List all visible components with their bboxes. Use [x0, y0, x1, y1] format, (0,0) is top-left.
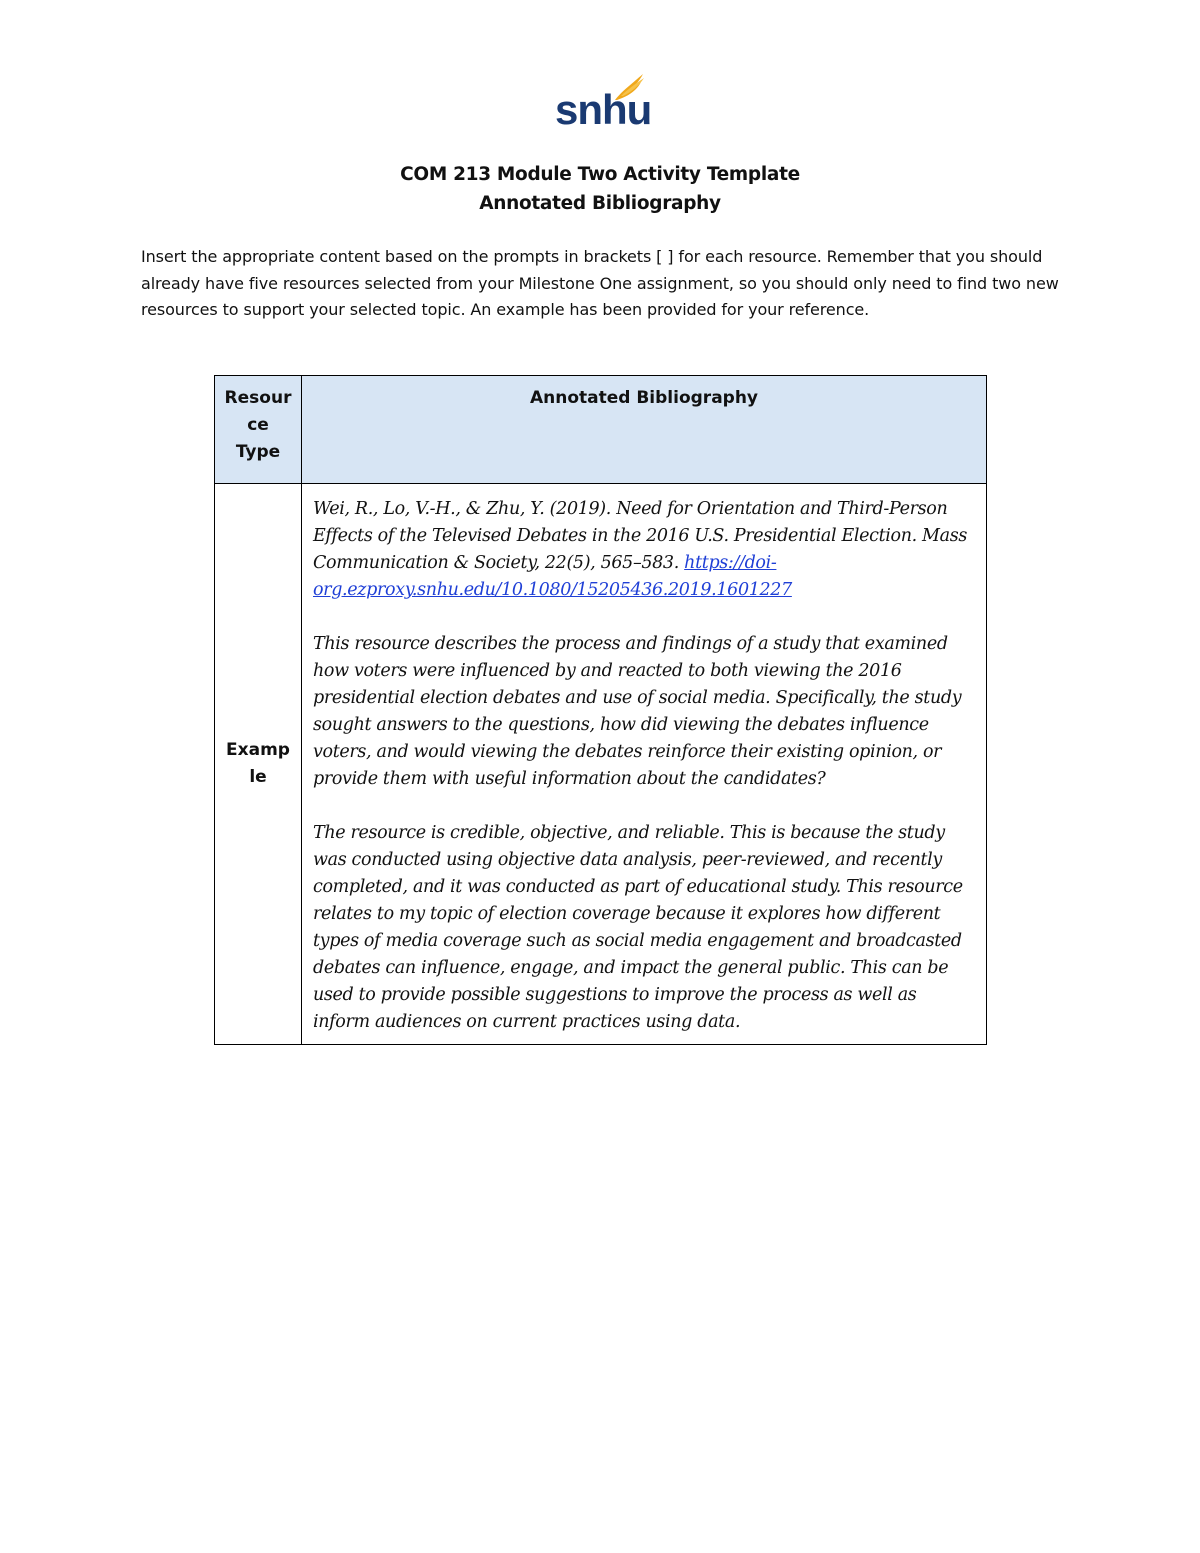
title-line-2: Annotated Bibliography	[479, 193, 721, 214]
summary-paragraph: This resource describes the process and findings of a study that examined how voters were influenced by and reacted to both viewing the 2016 presidential election debates and use of social media. Specifically, the study sought answers to the questions, how did viewing the debates influence voters, and would viewing the debates reinforce their existing opinion, or provide them with useful information about the candidates?	[313, 634, 962, 789]
logo-wordmark: snhu	[555, 86, 652, 133]
snhu-logo	[555, 72, 652, 134]
table-row	[215, 484, 987, 1045]
header-resource-type: Resour ce Type	[215, 376, 302, 484]
row-annotation	[302, 484, 987, 1045]
citation	[313, 496, 972, 604]
table-header-row	[215, 376, 987, 484]
instructions-paragraph: Insert the appropriate content based on the prompts in brackets [ ] for each resource. Remember that you should already have five resources selected from your Milestone One assignment, so you should only need to find two new resources to support your selected topic. An example has been provided for your reference.	[141, 247, 1059, 319]
citation-text: Wei, R., Lo, V.-H., & Zhu, Y. (2019). Need for Orientation and Third-Person Effects of the Televised Debates in the 2016 U.S. Presidential Election. Mass Communication & Society, 22(5), 565–583.	[313, 499, 967, 573]
row-resource-type: Examp le	[215, 484, 302, 1045]
title-line-1: COM 213 Module Two Activity Template	[400, 164, 800, 185]
evaluation-paragraph: The resource is credible, objective, and reliable. This is because the study was conducted using objective data analysis, peer-reviewed, and recently completed, and it was conducted as part of educational study. This resource relates to my topic of election coverage because it explores how different types of media coverage such as social media engagement and broadcasted debates can influence, engage, and impact the general public. This can be used to provide possible suggestions to improve the process as well as inform audiences on current practices using data.	[313, 823, 963, 1032]
header-annotated-bibliography: Annotated Bibliography	[302, 376, 987, 484]
doi-link[interactable]: https://doi-org.ezproxy.snhu.edu/10.1080/15205436.2019.1601227	[313, 553, 792, 600]
document-title	[0, 160, 1200, 218]
bibliography-table	[214, 375, 987, 1045]
